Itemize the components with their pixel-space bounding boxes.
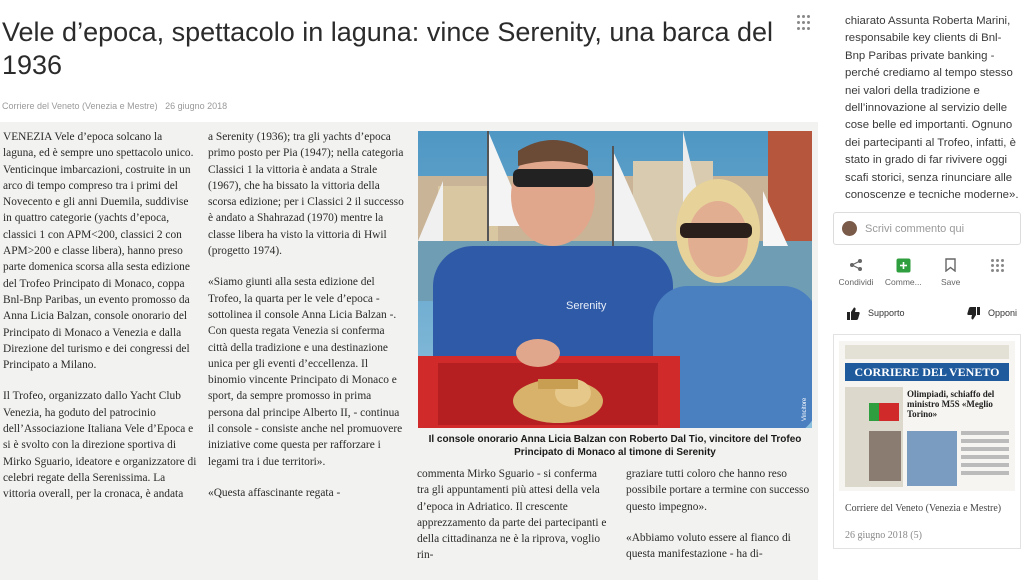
article-column-3 [417,466,607,579]
card-headline: Olimpiadi, schiaffo del ministro M5S «Meglio Torino» [907,389,995,419]
photo-caption: Il console onorario Anna Licia Balzan con Roberto Dal Tio, vincitore del Trofeo Principato di Monaco al timone di Serenity [428,434,802,458]
article-photo [418,131,812,428]
newspaper-thumbnail[interactable] [839,341,1015,491]
article-column-2 [208,129,406,516]
article-paragraph: graziare tutti coloro che hanno reso possibile portare a termine con successo questo impegno». [626,468,810,513]
oppose-button[interactable] [967,304,1017,322]
share-label: Condividi [838,277,874,287]
thumbs-down-icon [967,307,980,320]
byline [2,101,227,111]
article-paragraph: VENEZIA Vele d’epoca solcano la laguna, ed è sempre uno spettacolo unico. Venticinque imbarcazioni, costruite in un arco di tempo compreso tra i primi del Novecento e gli anni Duemila, suddivise in quattro categorie (yachts d’epoca, classici 1 con APM<200, classici 2 con APM>200 e classe libera), hanno preso parte domenica scorsa alla sesta edizione del Trofeo Principato di Monaco, coppa Bnl-Bnp Paribas, un evento promosso da Anna Licia Balzan, console onorario del Principato di Monaco a Venezia e dalla Direzione del turismo e dei congressi del Principato a Milano. [3,131,194,372]
action-bar [833,256,1021,290]
save-button[interactable] [928,256,974,290]
apps-grid-icon[interactable] [797,15,813,31]
avatar [842,221,857,236]
card-date-text: 26 giugno 2018 [845,530,908,541]
comment-button[interactable] [880,256,926,290]
thumbs-up-icon [847,307,860,320]
article-paragraph: «Questa affascinante regata - [208,486,341,499]
support-button[interactable] [847,304,905,322]
vote-bar [847,304,1017,322]
bookmark-icon [945,256,956,274]
card-source: Corriere del Veneto (Venezia e Mestre) [845,503,1002,514]
comment-plus-icon [896,256,911,274]
masthead-text: CORRIERE DEL VENETO [854,365,1000,379]
sidebar-continued-text: chiarato Assunta Roberta Marini, responsabile key clients di Bnl-Bnp Paribas private banking - perché crediamo al tempo stesso nei valori della tradizione e dell’innovazione al servizio delle cose belle ed importanti. Ognuno dei partecipanti al Trofeo, infatti, è stato in grado di far rivivere oggi scafi storici, senza rinunciare alle conoscenze e tecniche moderne». [845,15,1019,202]
photo-illustration [418,131,812,428]
article-paragraph: a Serenity (1936); tra gli yachts d’epoca primo posto per Pia (1947); nella categoria Classici 1 la vittoria è andata a Strale (1967), che ha bissato la vittoria della scorsa edizione; per i Classici 2 il successo è andato a Shahrazad (1970) mentre la classe libera ha visto la vittoria di Hwil (progetto 1974). [208,131,404,258]
article-paragraph: Il Trofeo, organizzato dallo Yacht Club Venezia, ha goduto del patrocinio dell’Associazione Italiana Vele d’Epoca e si è svolto con la direzione sportiva di Mirko Sguario, ideatore e organizzatore di celebri regate della Serenissima. La vittoria overall, per la cronaca, è andata [3,390,197,501]
article-column-1 [3,129,198,518]
save-label: Save [940,277,961,287]
shirt-text: Serenity [566,300,607,312]
article-column-4 [626,466,816,577]
newspaper-card[interactable] [833,334,1021,549]
article-paragraph: «Abbiamo voluto essere al fianco di questa manifestazione - ha di- [626,531,791,561]
article-paragraph: «Siamo giunti alla sesta edizione del Trofeo, la quarta per le vele d’epoca - sottolinea il console Anna Licia Balzan -. Con questa regata Venezia si conferma città della tradizione e una destinazione unica per gli eventi d’eccellenza. Il binomio vincente Principato di Monaco e sport, da sempre promosso in prima persona dal principe Alberto II, - continua il console - consiste anche nel promuovere iniziative come questa per rafforzare i legami tra i due territori». [208,276,403,468]
comment-input[interactable] [865,223,1015,235]
card-date [845,530,922,541]
article-title: Vele d’epoca, spettacolo in laguna: vince Serenity, una barca del 1936 [2,17,774,80]
grid-icon [991,256,1004,274]
comment-label: Comme... [884,277,922,287]
article-date: 26 giugno 2018 [165,101,228,111]
support-label: Supporto [868,308,905,318]
share-button[interactable] [833,256,879,290]
article-source[interactable]: Corriere del Veneto (Venezia e Mestre) [2,101,158,111]
share-icon [849,256,863,274]
oppose-label: Opponi [987,308,1017,318]
photo-credit: Vincitore [802,397,808,421]
article-paragraph: commenta Mirko Sguario - si conferma tra gli appuntamenti più attesi della vela d’epoca in Adriatico. Il crescente apprezzamento da parte dei partecipanti e della cittadinanza ne è la riprova, voglio rin- [417,468,607,562]
more-button[interactable] [975,256,1021,290]
comment-box[interactable] [833,212,1021,245]
card-page-count: (5) [910,530,922,541]
